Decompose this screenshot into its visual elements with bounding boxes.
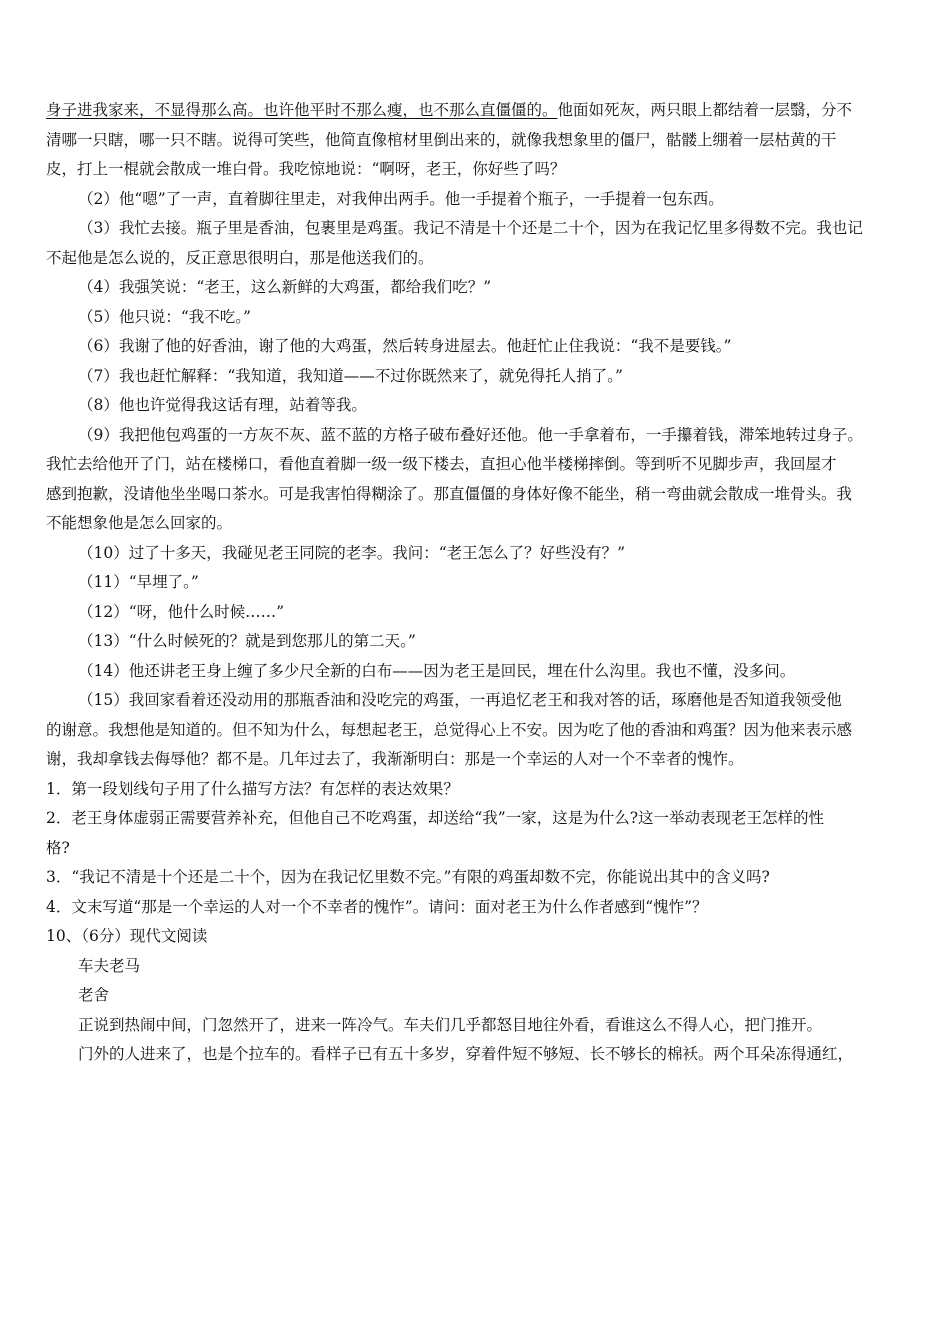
question-2-line-1: 2．老王身体虚弱正需要营养补充，但他自己不吃鸡蛋，却送给“我”一家，这是为什么?这一举动表现老王怎样的性 bbox=[46, 809, 825, 827]
paragraph-15-line-2: 的谢意。我想他是知道的。但不知为什么，每想起老王，总觉得心上不安。因为吃了他的香油和鸡蛋？因为他来表示感 bbox=[46, 720, 853, 739]
paragraph-9-line-2: 我忙去给他开了门，站在楼梯口，看他直着脚一级一级下楼去，直担心他半楼梯摔倒。等到听不见脚步声，我回屋才 bbox=[46, 455, 837, 473]
underlined-sentence-a: 身子进我家来，不显得那么高。 bbox=[46, 101, 264, 119]
paragraph-3-line-1: （3）我忙去接。瓶子里是香油，包裹里是鸡蛋。我记不清是十个还是二十个，因为在我记忆里多得数不完。我也记 bbox=[78, 219, 863, 237]
question-4: 4．文末写道“那是一个幸运的人对一个不幸者的愧怍”。请问：面对老王为什么作者感到“愧怍”？ bbox=[46, 897, 708, 916]
paragraph-8: （8）他也许觉得我这话有理，站着等我。 bbox=[78, 396, 367, 414]
paragraph-4: （4）我强笑说：“老王，这么新鲜的大鸡蛋，都给我们吃？” bbox=[78, 278, 492, 296]
question-2-line-2: 格? bbox=[46, 838, 70, 857]
paragraph-3-line-2: 不起他是怎么说的，反正意思很明白，那是他送我们的。 bbox=[46, 248, 434, 267]
paragraph-5: （5）他只说：“我不吃。” bbox=[78, 307, 251, 326]
paragraph-1-line-3: 皮，打上一棍就会散成一堆白骨。我吃惊地说：“啊呀，老王，你好些了吗？ bbox=[46, 160, 566, 178]
question-3: 3．“我记不清是十个还是二十个，因为在我记忆里数不完。”有限的鸡蛋却数不完，你能说出其中的含义吗? bbox=[46, 868, 770, 886]
underlined-sentence-b: 也许他平时不那么瘦，也不那么直僵僵的。 bbox=[263, 101, 558, 119]
paragraph-1-line-2: 清哪一只瞎，哪一只不瞎。说得可笑些，他简直像棺材里倒出来的，就像我想象里的僵尸，骷髅上绷着一层枯黄的干 bbox=[46, 130, 837, 149]
document-page bbox=[46, 96, 906, 1070]
paragraph-2: （2）他“嗯”了一声，直着脚往里走，对我伸出两手。他一手提着个瓶子，一手提着一包东西。 bbox=[78, 189, 724, 208]
paragraph-11: （11）“早埋了。” bbox=[78, 573, 199, 591]
paragraph-9-line-4: 不能想象他是怎么回家的。 bbox=[46, 514, 233, 532]
paragraph-15-line-1: （15）我回家看着还没动用的那瓶香油和没吃完的鸡蛋，一再追忆老王和我对答的话，琢磨他是否知道我领受他 bbox=[78, 691, 842, 709]
paragraph-9-line-3: 感到抱歉，没请他坐坐喝口茶水。可是我害怕得糊涂了。那直僵僵的身体好像不能坐，稍一弯曲就会散成一堆骨头。我 bbox=[46, 484, 853, 503]
paragraph-9-line-1: （9）我把他包鸡蛋的一方灰不灰、蓝不蓝的方格子破布叠好还他。他一手拿着布，一手攥着钱，滞笨地转过身子。 bbox=[78, 425, 863, 444]
paragraph-10: （10）过了十多天，我碰见老王同院的老李。我问：“老王怎么了？好些没有？” bbox=[78, 543, 626, 562]
section-10-author: 老舍 bbox=[78, 986, 110, 1004]
paragraph-12: （12）“呀，他什么时候……” bbox=[78, 602, 285, 621]
paragraph-1-line-1-rest: 他面如死灰，两只眼上都结着一层翳，分不 bbox=[557, 101, 853, 119]
section-10-line-2: 门外的人进来了，也是个拉车的。看样子已有五十多岁，穿着件短不够短、长不够长的棉袄。两个耳朵冻得通红， bbox=[78, 1045, 854, 1063]
paragraph-15-line-3: 谢，我却拿钱去侮辱他？都不是。几年过去了，我渐渐明白：那是一个幸运的人对一个不幸者的愧怍。 bbox=[46, 750, 744, 768]
section-10-header: 10、（6分）现代文阅读 bbox=[46, 927, 208, 945]
paragraph-13: （13）“什么时候死的？就是到您那儿的第二天。” bbox=[78, 632, 416, 650]
question-1: 1．第一段划线句子用了什么描写方法？有怎样的表达效果？ bbox=[46, 779, 459, 798]
paragraph-6: （6）我谢了他的好香油，谢了他的大鸡蛋，然后转身进屋去。他赶忙止住我说：“我不是要钱。” bbox=[78, 337, 732, 355]
section-10-line-1: 正说到热闹中间，门忽然开了，进来一阵冷气。车夫们几乎都怒目地往外看，看谁这么不得人心，把门推开。 bbox=[78, 1015, 823, 1034]
paragraph-14: （14）他还讲老王身上缠了多少尺全新的白布——因为老王是回民，埋在什么沟里。我也不懂，没多问。 bbox=[78, 661, 796, 680]
paragraph-7: （7）我也赶忙解释：“我知道，我知道——不过你既然来了，就免得托人捎了。” bbox=[78, 366, 623, 385]
paragraph-1-line-1 bbox=[46, 96, 906, 126]
section-10-title: 车夫老马 bbox=[78, 956, 141, 975]
